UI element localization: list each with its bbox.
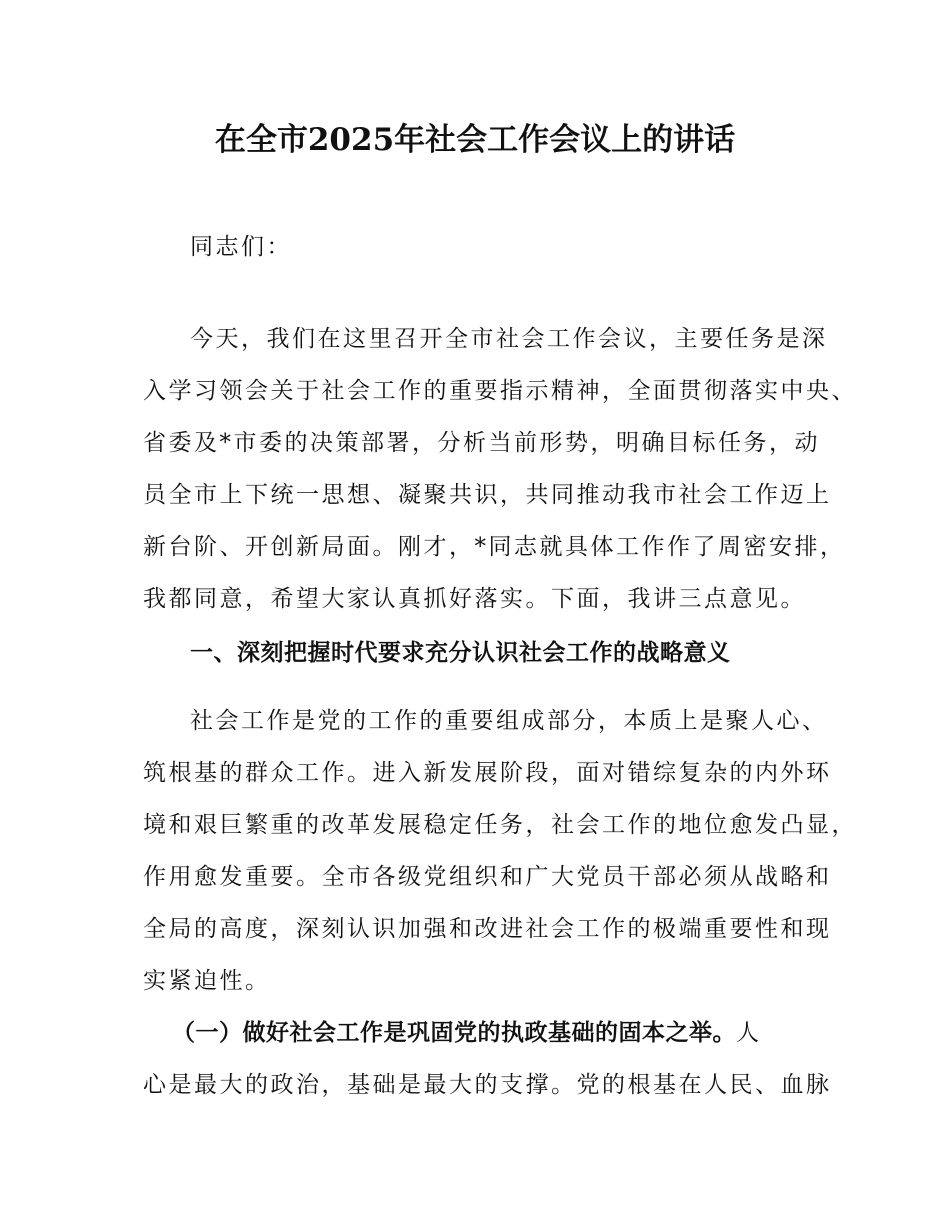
section-heading: 一、深刻把握时代要求充分认识社会工作的战略意义 — [190, 640, 731, 666]
subsection-text: 人 — [736, 1020, 762, 1046]
intro-line: 员全市上下统一思想、凝聚共识，共同推动我市社会工作迈上 — [143, 482, 832, 508]
intro-line: 入学习领会关于社会工作的重要指示精神，全面贯彻落实中央、 — [143, 378, 857, 404]
section-line: 境和艰巨繁重的改革发展稳定任务，社会工作的地位愈发凸显， — [143, 812, 857, 838]
intro-line: 省委及*市委的决策部署，分析当前形势，明确目标任务，动 — [143, 430, 820, 456]
subsection-heading: （一）做好社会工作是巩固党的执政基础的固本之举。 — [172, 1020, 736, 1046]
section-line: 实紧迫性。 — [143, 968, 271, 994]
section-line: 作用愈发重要。全市各级党组织和广大党员干部必须从战略和 — [143, 864, 832, 890]
section-line: 全局的高度，深刻认识加强和改进社会工作的极端重要性和现 — [143, 916, 832, 942]
intro-line: 今天，我们在这里召开全市社会工作会议，主要任务是深 — [190, 326, 828, 352]
intro-line: 新台阶、开创新局面。刚才，*同志就具体工作作了周密安排， — [143, 534, 846, 560]
section-line: 社会工作是党的工作的重要组成部分，本质上是聚人心、 — [190, 708, 828, 734]
document-title: 在全市2025年社会工作会议上的讲话 — [214, 122, 736, 158]
subsection-line — [172, 1016, 762, 1050]
salutation: 同志们： — [190, 234, 292, 260]
intro-line: 我都同意，希望大家认真抓好落实。下面，我讲三点意见。 — [143, 586, 806, 612]
section-line: 筑根基的群众工作。进入新发展阶段，面对错综复杂的内外环 — [143, 760, 832, 786]
subsection-line: 心是最大的政治，基础是最大的支撑。党的根基在人民、血脉 — [143, 1072, 832, 1098]
